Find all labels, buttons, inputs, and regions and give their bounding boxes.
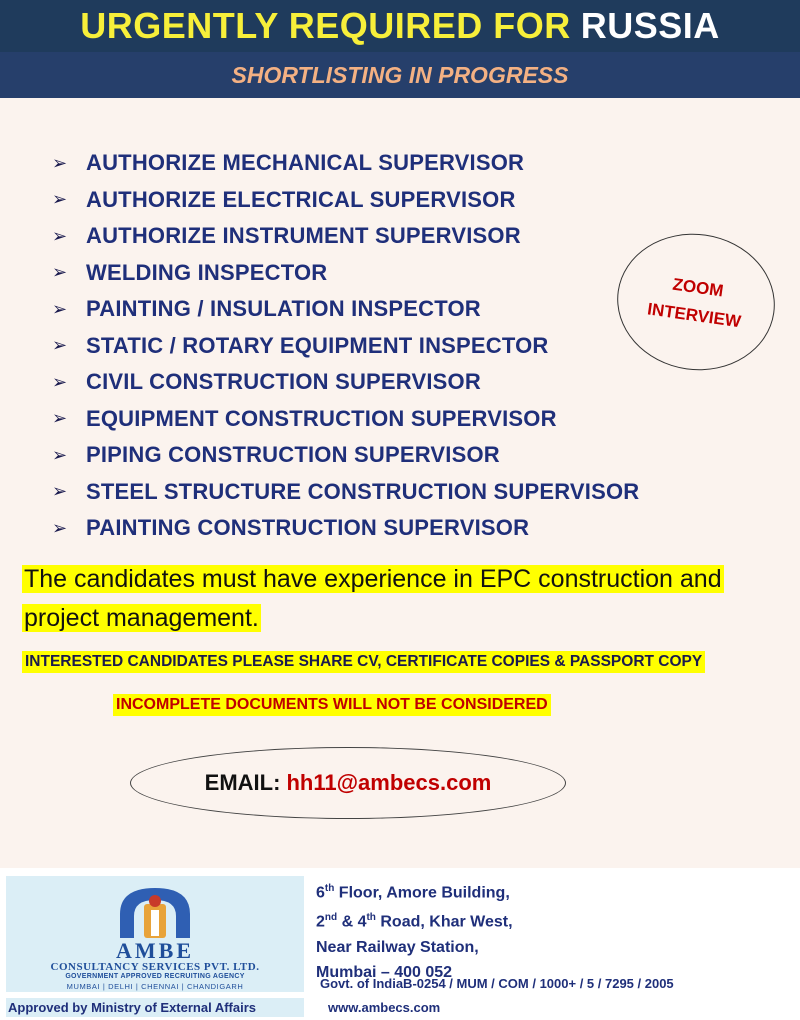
arrow-bullet-icon: ➢ bbox=[52, 298, 68, 319]
arrow-bullet-icon: ➢ bbox=[52, 444, 68, 465]
ambe-logo-icon bbox=[114, 884, 196, 940]
address-line-1: 6th Floor, Amore Building, bbox=[316, 883, 510, 902]
arrow-bullet-icon: ➢ bbox=[52, 335, 68, 356]
content-area bbox=[0, 98, 800, 868]
job-list bbox=[52, 145, 639, 547]
approved-text: Approved by Ministry of External Affairs bbox=[6, 998, 304, 1017]
logo-cities: MUMBAI | DELHI | CHENNAI | CHANDIGARH bbox=[66, 982, 244, 991]
govt-registration: Govt. of IndiaB-0254 / MUM / COM / 1000+ / 5 / 7295 / 2005 bbox=[320, 976, 674, 991]
badge-line-1: ZOOM bbox=[671, 274, 725, 301]
list-item bbox=[52, 437, 639, 474]
job-title: STATIC / ROTARY EQUIPMENT INSPECTOR bbox=[86, 332, 549, 358]
list-item bbox=[52, 255, 639, 292]
header-subtitle: SHORTLISTING IN PROGRESS bbox=[0, 52, 800, 98]
job-title: CIVIL CONSTRUCTION SUPERVISOR bbox=[86, 369, 481, 395]
job-title: PIPING CONSTRUCTION SUPERVISOR bbox=[86, 442, 500, 468]
arrow-bullet-icon: ➢ bbox=[52, 371, 68, 392]
arrow-bullet-icon: ➢ bbox=[52, 262, 68, 283]
address-line-3: Near Railway Station, bbox=[316, 938, 479, 956]
job-title: AUTHORIZE MECHANICAL SUPERVISOR bbox=[86, 150, 525, 176]
list-item bbox=[52, 401, 639, 438]
logo-name: AMBE bbox=[116, 938, 194, 963]
list-item bbox=[52, 510, 639, 547]
list-item bbox=[52, 474, 639, 511]
email-box bbox=[130, 747, 566, 819]
header-banner bbox=[0, 0, 800, 52]
job-title: PAINTING / INSULATION INSPECTOR bbox=[86, 296, 481, 322]
job-title: WELDING INSPECTOR bbox=[86, 259, 328, 285]
list-item bbox=[52, 364, 639, 401]
list-item bbox=[52, 218, 639, 255]
arrow-bullet-icon: ➢ bbox=[52, 408, 68, 429]
email-label: EMAIL: bbox=[204, 770, 281, 795]
requirement-text bbox=[22, 560, 762, 638]
arrow-bullet-icon: ➢ bbox=[52, 189, 68, 210]
list-item bbox=[52, 328, 639, 365]
logo-tagline: GOVERNMENT APPROVED RECRUITING AGENCY bbox=[65, 973, 245, 980]
share-note: INTERESTED CANDIDATES PLEASE SHARE CV, CERTIFICATE COPIES & PASSPORT COPY bbox=[22, 651, 705, 673]
arrow-bullet-icon: ➢ bbox=[52, 225, 68, 246]
company-logo bbox=[6, 876, 304, 992]
job-title: AUTHORIZE ELECTRICAL SUPERVISOR bbox=[86, 186, 516, 212]
arrow-bullet-icon: ➢ bbox=[52, 517, 68, 538]
arrow-bullet-icon: ➢ bbox=[52, 152, 68, 173]
job-title: PAINTING CONSTRUCTION SUPERVISOR bbox=[86, 515, 530, 541]
header-title: URGENTLY REQUIRED FOR bbox=[80, 5, 571, 46]
address-block bbox=[316, 876, 513, 985]
logo-company: CONSULTANCY SERVICES PVT. LTD. bbox=[50, 961, 260, 973]
list-item bbox=[52, 291, 639, 328]
requirement-highlight: The candidates must have experience in EPC construction and project management. bbox=[24, 565, 722, 632]
job-title: EQUIPMENT CONSTRUCTION SUPERVISOR bbox=[86, 405, 557, 431]
list-item bbox=[52, 145, 639, 182]
website-link[interactable]: www.ambecs.com bbox=[328, 1000, 441, 1015]
arrow-bullet-icon: ➢ bbox=[52, 481, 68, 502]
list-item bbox=[52, 182, 639, 219]
job-title: AUTHORIZE INSTRUMENT SUPERVISOR bbox=[86, 223, 521, 249]
address-line-4: Mumbai – 400 052 bbox=[316, 963, 453, 981]
incomplete-note: INCOMPLETE DOCUMENTS WILL NOT BE CONSIDERED bbox=[113, 694, 551, 716]
address-line-2: 2nd & 4th Road, Khar West, bbox=[316, 912, 513, 931]
header-country: RUSSIA bbox=[580, 5, 720, 46]
job-title: STEEL STRUCTURE CONSTRUCTION SUPERVISOR bbox=[86, 478, 640, 504]
email-link[interactable]: hh11@ambecs.com bbox=[286, 770, 492, 795]
footer bbox=[0, 872, 800, 1020]
badge-line-2: INTERVIEW bbox=[646, 299, 743, 332]
